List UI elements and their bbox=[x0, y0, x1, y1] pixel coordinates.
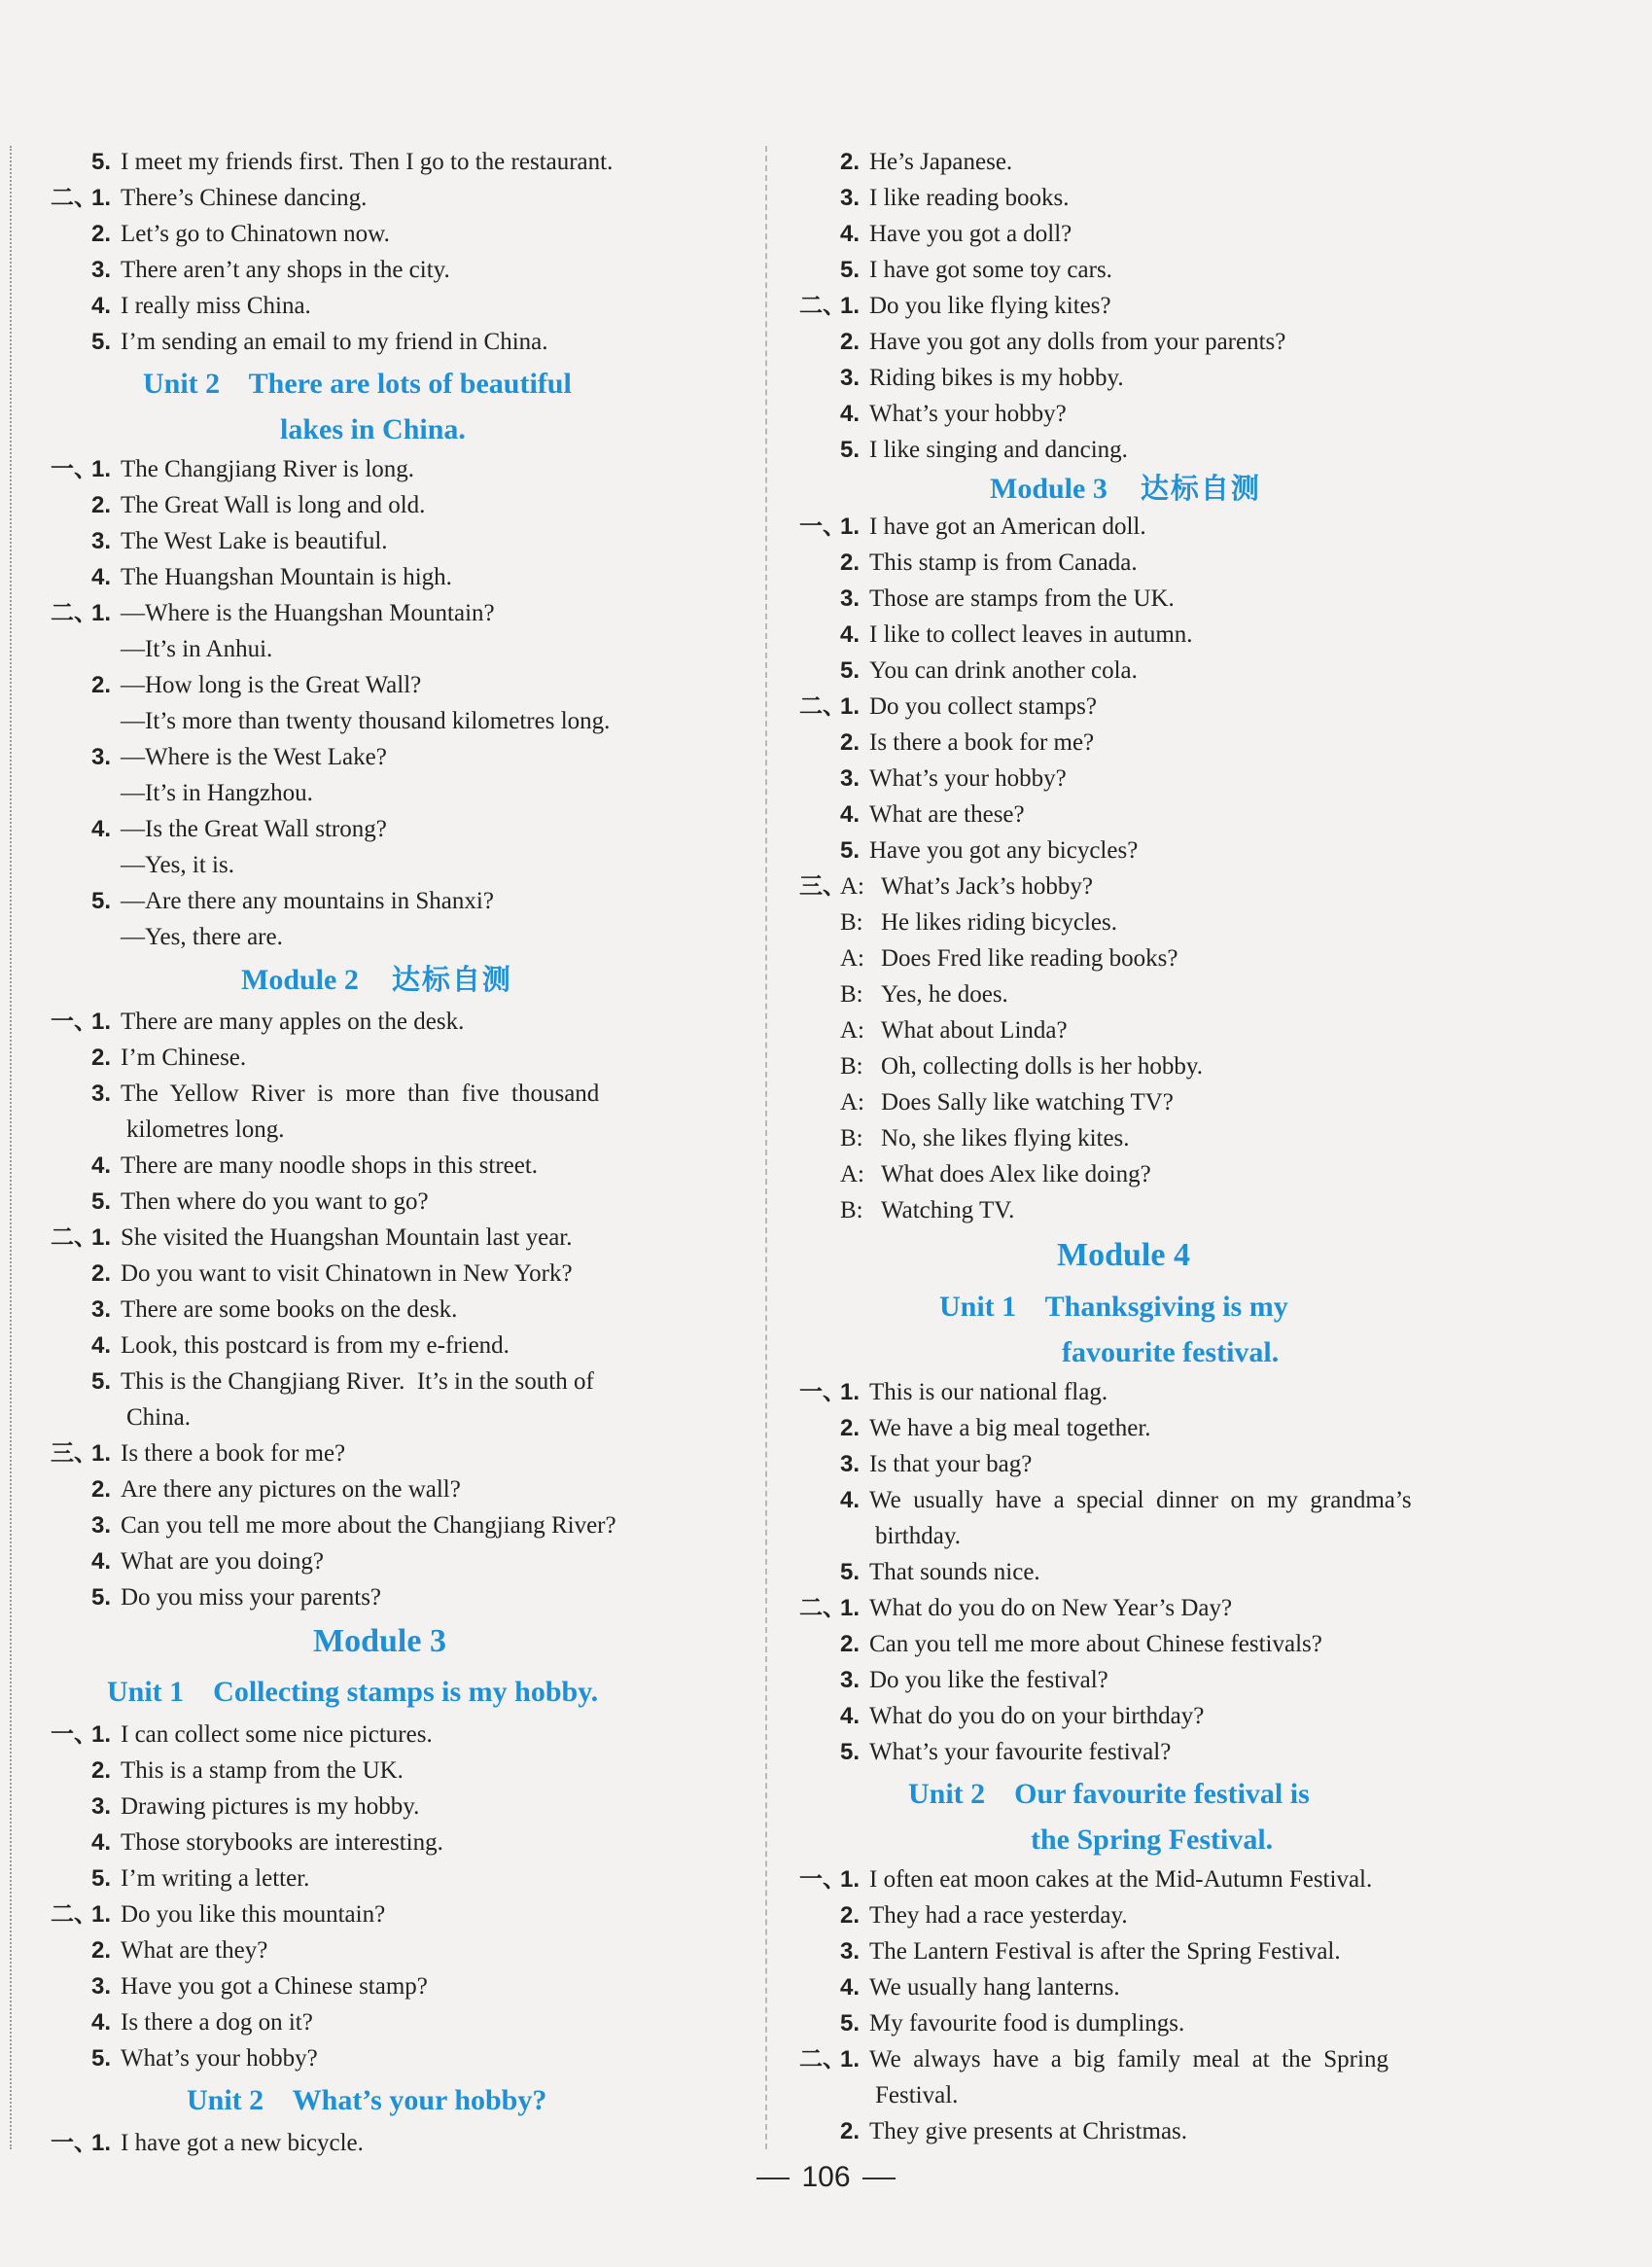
answer-line: —Yes, there are. bbox=[121, 924, 283, 950]
module-heading: Module 3 达标自测 bbox=[990, 472, 1261, 505]
answer-line: —Yes, it is. bbox=[121, 852, 234, 878]
answer-line: 一、1. I can collect some nice pictures. bbox=[51, 1720, 433, 1748]
answer-line: 一、1. The Changjiang River is long. bbox=[51, 455, 415, 482]
answer-line: 3. Drawing pictures is my hobby. bbox=[91, 1793, 420, 1820]
answer-line: 3. What’s your hobby? bbox=[840, 765, 1067, 792]
dialog-line: B: No, she likes flying kites. bbox=[840, 1125, 1130, 1151]
page-number: 106 bbox=[0, 2161, 1652, 2194]
answer-line: 2. This stamp is from Canada. bbox=[840, 549, 1138, 576]
answer-line: 4. We usually hang lanterns. bbox=[840, 1974, 1120, 2001]
unit-heading: Unit 1 Thanksgiving is my bbox=[939, 1291, 1288, 1323]
answer-line: —It’s in Hangzhou. bbox=[121, 780, 313, 806]
answer-line: 二、1. Do you like this mountain? bbox=[51, 1900, 386, 1928]
answer-line: 二、1. There’s Chinese dancing. bbox=[51, 184, 368, 211]
answer-line: 3. I like reading books. bbox=[840, 185, 1070, 211]
answer-line: 4. We usually have a special dinner on my grandma’s bbox=[840, 1487, 1412, 1513]
answer-line: —It’s more than twenty thousand kilometres long. bbox=[121, 708, 611, 734]
dialog-line: A: Does Fred like reading books? bbox=[840, 945, 1178, 972]
dialog-line: B: Watching TV. bbox=[840, 1197, 1015, 1223]
answer-line: 2. —How long is the Great Wall? bbox=[91, 672, 422, 698]
answer-line: 3. The Yellow River is more than five thousand bbox=[91, 1080, 600, 1107]
answer-line: 一、1. I often eat moon cakes at the Mid-Autumn Festival. bbox=[799, 1865, 1373, 1893]
answer-line: 3. Have you got a Chinese stamp? bbox=[91, 1973, 428, 2000]
answer-line: 5. Have you got any bicycles? bbox=[840, 837, 1139, 864]
answer-line: 4. What are you doing? bbox=[91, 1548, 324, 1575]
right-column bbox=[799, 144, 1480, 2149]
unit-heading-cont: lakes in China. bbox=[280, 413, 466, 445]
unit-heading: Unit 2 There are lots of beautiful bbox=[143, 368, 572, 400]
answer-line: 4. I really miss China. bbox=[91, 293, 311, 319]
answer-line: 2. They had a race yesterday. bbox=[840, 1902, 1128, 1929]
answer-line: 5. What’s your hobby? bbox=[91, 2045, 318, 2072]
module-heading: Module 2 达标自测 bbox=[241, 963, 512, 996]
answer-line: 一、1. This is our national flag. bbox=[799, 1378, 1108, 1405]
answer-line: 4. Those storybooks are interesting. bbox=[91, 1829, 443, 1856]
answer-line: —It’s in Anhui. bbox=[121, 636, 273, 662]
answer-line: 三、1. Is there a book for me? bbox=[51, 1439, 346, 1467]
answer-line: 二、1. Do you like flying kites? bbox=[799, 292, 1111, 319]
answer-line: 4. Look, this postcard is from my e-friend. bbox=[91, 1332, 510, 1359]
answer-line: 4. There are many noodle shops in this street. bbox=[91, 1152, 539, 1179]
answer-line: 二、1. —Where is the Huangshan Mountain? bbox=[51, 599, 495, 626]
answer-line: 5. That sounds nice. bbox=[840, 1559, 1040, 1585]
answer-line: 5. I like singing and dancing. bbox=[840, 437, 1128, 463]
answer-line: 3. The Lantern Festival is after the Spring Festival. bbox=[840, 1938, 1341, 1965]
answer-line: 2. Can you tell me more about Chinese festivals? bbox=[840, 1631, 1322, 1657]
answer-line: 2. He’s Japanese. bbox=[840, 149, 1013, 175]
answer-line: 2. I’m Chinese. bbox=[91, 1045, 247, 1071]
dialog-line: B: Oh, collecting dolls is her hobby. bbox=[840, 1053, 1203, 1080]
answer-line: 2. What are they? bbox=[91, 1937, 268, 1964]
column-divider bbox=[765, 146, 767, 2149]
answer-line: 3. There are some books on the desk. bbox=[91, 1296, 458, 1323]
answer-line: Festival. bbox=[875, 2082, 959, 2108]
answer-line: 4. What do you do on your birthday? bbox=[840, 1703, 1205, 1729]
answer-line: 2. Have you got any dolls from your parents? bbox=[840, 329, 1286, 355]
left-column bbox=[51, 144, 731, 2161]
answer-line: 2. Do you want to visit Chinatown in New York? bbox=[91, 1260, 573, 1287]
answer-line: 二、1. What do you do on New Year’s Day? bbox=[799, 1594, 1233, 1621]
answer-line: 4. —Is the Great Wall strong? bbox=[91, 816, 387, 842]
answer-line: 二、1. She visited the Huangshan Mountain last year. bbox=[51, 1223, 573, 1251]
binding-edge bbox=[10, 146, 21, 2149]
answer-line: 5. My favourite food is dumplings. bbox=[840, 2010, 1185, 2037]
answer-line: 3. Is that your bag? bbox=[840, 1451, 1033, 1477]
answer-line: 3. Can you tell me more about the Changjiang River? bbox=[91, 1512, 616, 1539]
dialog-line: B: He likes riding bicycles. bbox=[840, 909, 1117, 936]
answer-line: China. bbox=[126, 1404, 191, 1431]
unit-heading-cont: favourite festival. bbox=[1062, 1336, 1280, 1368]
answer-line: 5. I’m writing a letter. bbox=[91, 1865, 310, 1892]
answer-line: 5. This is the Changjiang River. It’s in the south of bbox=[91, 1368, 594, 1395]
answer-line: 4. I like to collect leaves in autumn. bbox=[840, 621, 1193, 648]
answer-line: birthday. bbox=[875, 1523, 961, 1549]
dialog-line: B: Yes, he does. bbox=[840, 981, 1008, 1008]
dialog-line: A: What about Linda? bbox=[840, 1017, 1068, 1044]
answer-line: 一、1. I have got a new bicycle. bbox=[51, 2129, 364, 2156]
answer-line: 5. Then where do you want to go? bbox=[91, 1188, 429, 1215]
answer-line: 二、1. We always have a big family meal at the Spring bbox=[799, 2045, 1388, 2072]
answer-line: 2. Is there a book for me? bbox=[840, 729, 1095, 756]
answer-line: 3. Do you like the festival? bbox=[840, 1667, 1108, 1693]
answer-line: 4. Is there a dog on it? bbox=[91, 2009, 313, 2036]
answer-line: 4. What’s your hobby? bbox=[840, 401, 1067, 427]
answer-line: 5. I’m sending an email to my friend in China. bbox=[91, 329, 548, 355]
answer-line: 2. We have a big meal together. bbox=[840, 1415, 1151, 1441]
answer-line: 2. They give presents at Christmas. bbox=[840, 2118, 1188, 2144]
answer-line: kilometres long. bbox=[126, 1116, 285, 1143]
answer-line: 2. Let’s go to Chinatown now. bbox=[91, 221, 390, 247]
answer-line: 2. The Great Wall is long and old. bbox=[91, 492, 426, 518]
unit-heading-cont: the Spring Festival. bbox=[1031, 1824, 1274, 1856]
answer-line: 5. Do you miss your parents? bbox=[91, 1584, 382, 1611]
answer-line: 二、1. Do you collect stamps? bbox=[799, 692, 1097, 720]
answer-line: 3. There aren’t any shops in the city. bbox=[91, 257, 450, 283]
answer-line: 5. —Are there any mountains in Shanxi? bbox=[91, 888, 494, 914]
answer-line: 一、1. I have got an American doll. bbox=[799, 513, 1146, 540]
module-heading: Module 3 bbox=[313, 1623, 446, 1659]
answer-line: 3. Riding bikes is my hobby. bbox=[840, 365, 1124, 391]
answer-line: 2. This is a stamp from the UK. bbox=[91, 1757, 404, 1784]
unit-heading: Unit 2 What’s your hobby? bbox=[187, 2084, 547, 2116]
unit-heading: Unit 1 Collecting stamps is my hobby. bbox=[107, 1676, 599, 1708]
answer-line: 5. You can drink another cola. bbox=[840, 657, 1138, 684]
answer-line: 一、1. There are many apples on the desk. bbox=[51, 1008, 465, 1035]
answer-line: 3. Those are stamps from the UK. bbox=[840, 585, 1175, 612]
answer-line: 5. What’s your favourite festival? bbox=[840, 1739, 1172, 1765]
answer-line: 4. What are these? bbox=[840, 801, 1025, 828]
module-heading: Module 4 bbox=[1057, 1237, 1190, 1273]
answer-line: 4. The Huangshan Mountain is high. bbox=[91, 564, 452, 590]
dialog-line: A: What does Alex like doing? bbox=[840, 1161, 1151, 1187]
unit-heading: Unit 2 Our favourite festival is bbox=[908, 1778, 1310, 1810]
answer-line: 3. The West Lake is beautiful. bbox=[91, 528, 388, 554]
answer-line: 2. Are there any pictures on the wall? bbox=[91, 1476, 461, 1503]
answer-line: 3. —Where is the West Lake? bbox=[91, 744, 387, 770]
dialog-line: A: Does Sally like watching TV? bbox=[840, 1089, 1174, 1116]
answer-line: 5. I have got some toy cars. bbox=[840, 257, 1112, 283]
dialog-line: 三、A: What’s Jack’s hobby? bbox=[799, 872, 1094, 900]
answer-line: 4. Have you got a doll? bbox=[840, 221, 1072, 247]
answer-line: 5. I meet my friends first. Then I go to the restaurant. bbox=[91, 149, 614, 175]
